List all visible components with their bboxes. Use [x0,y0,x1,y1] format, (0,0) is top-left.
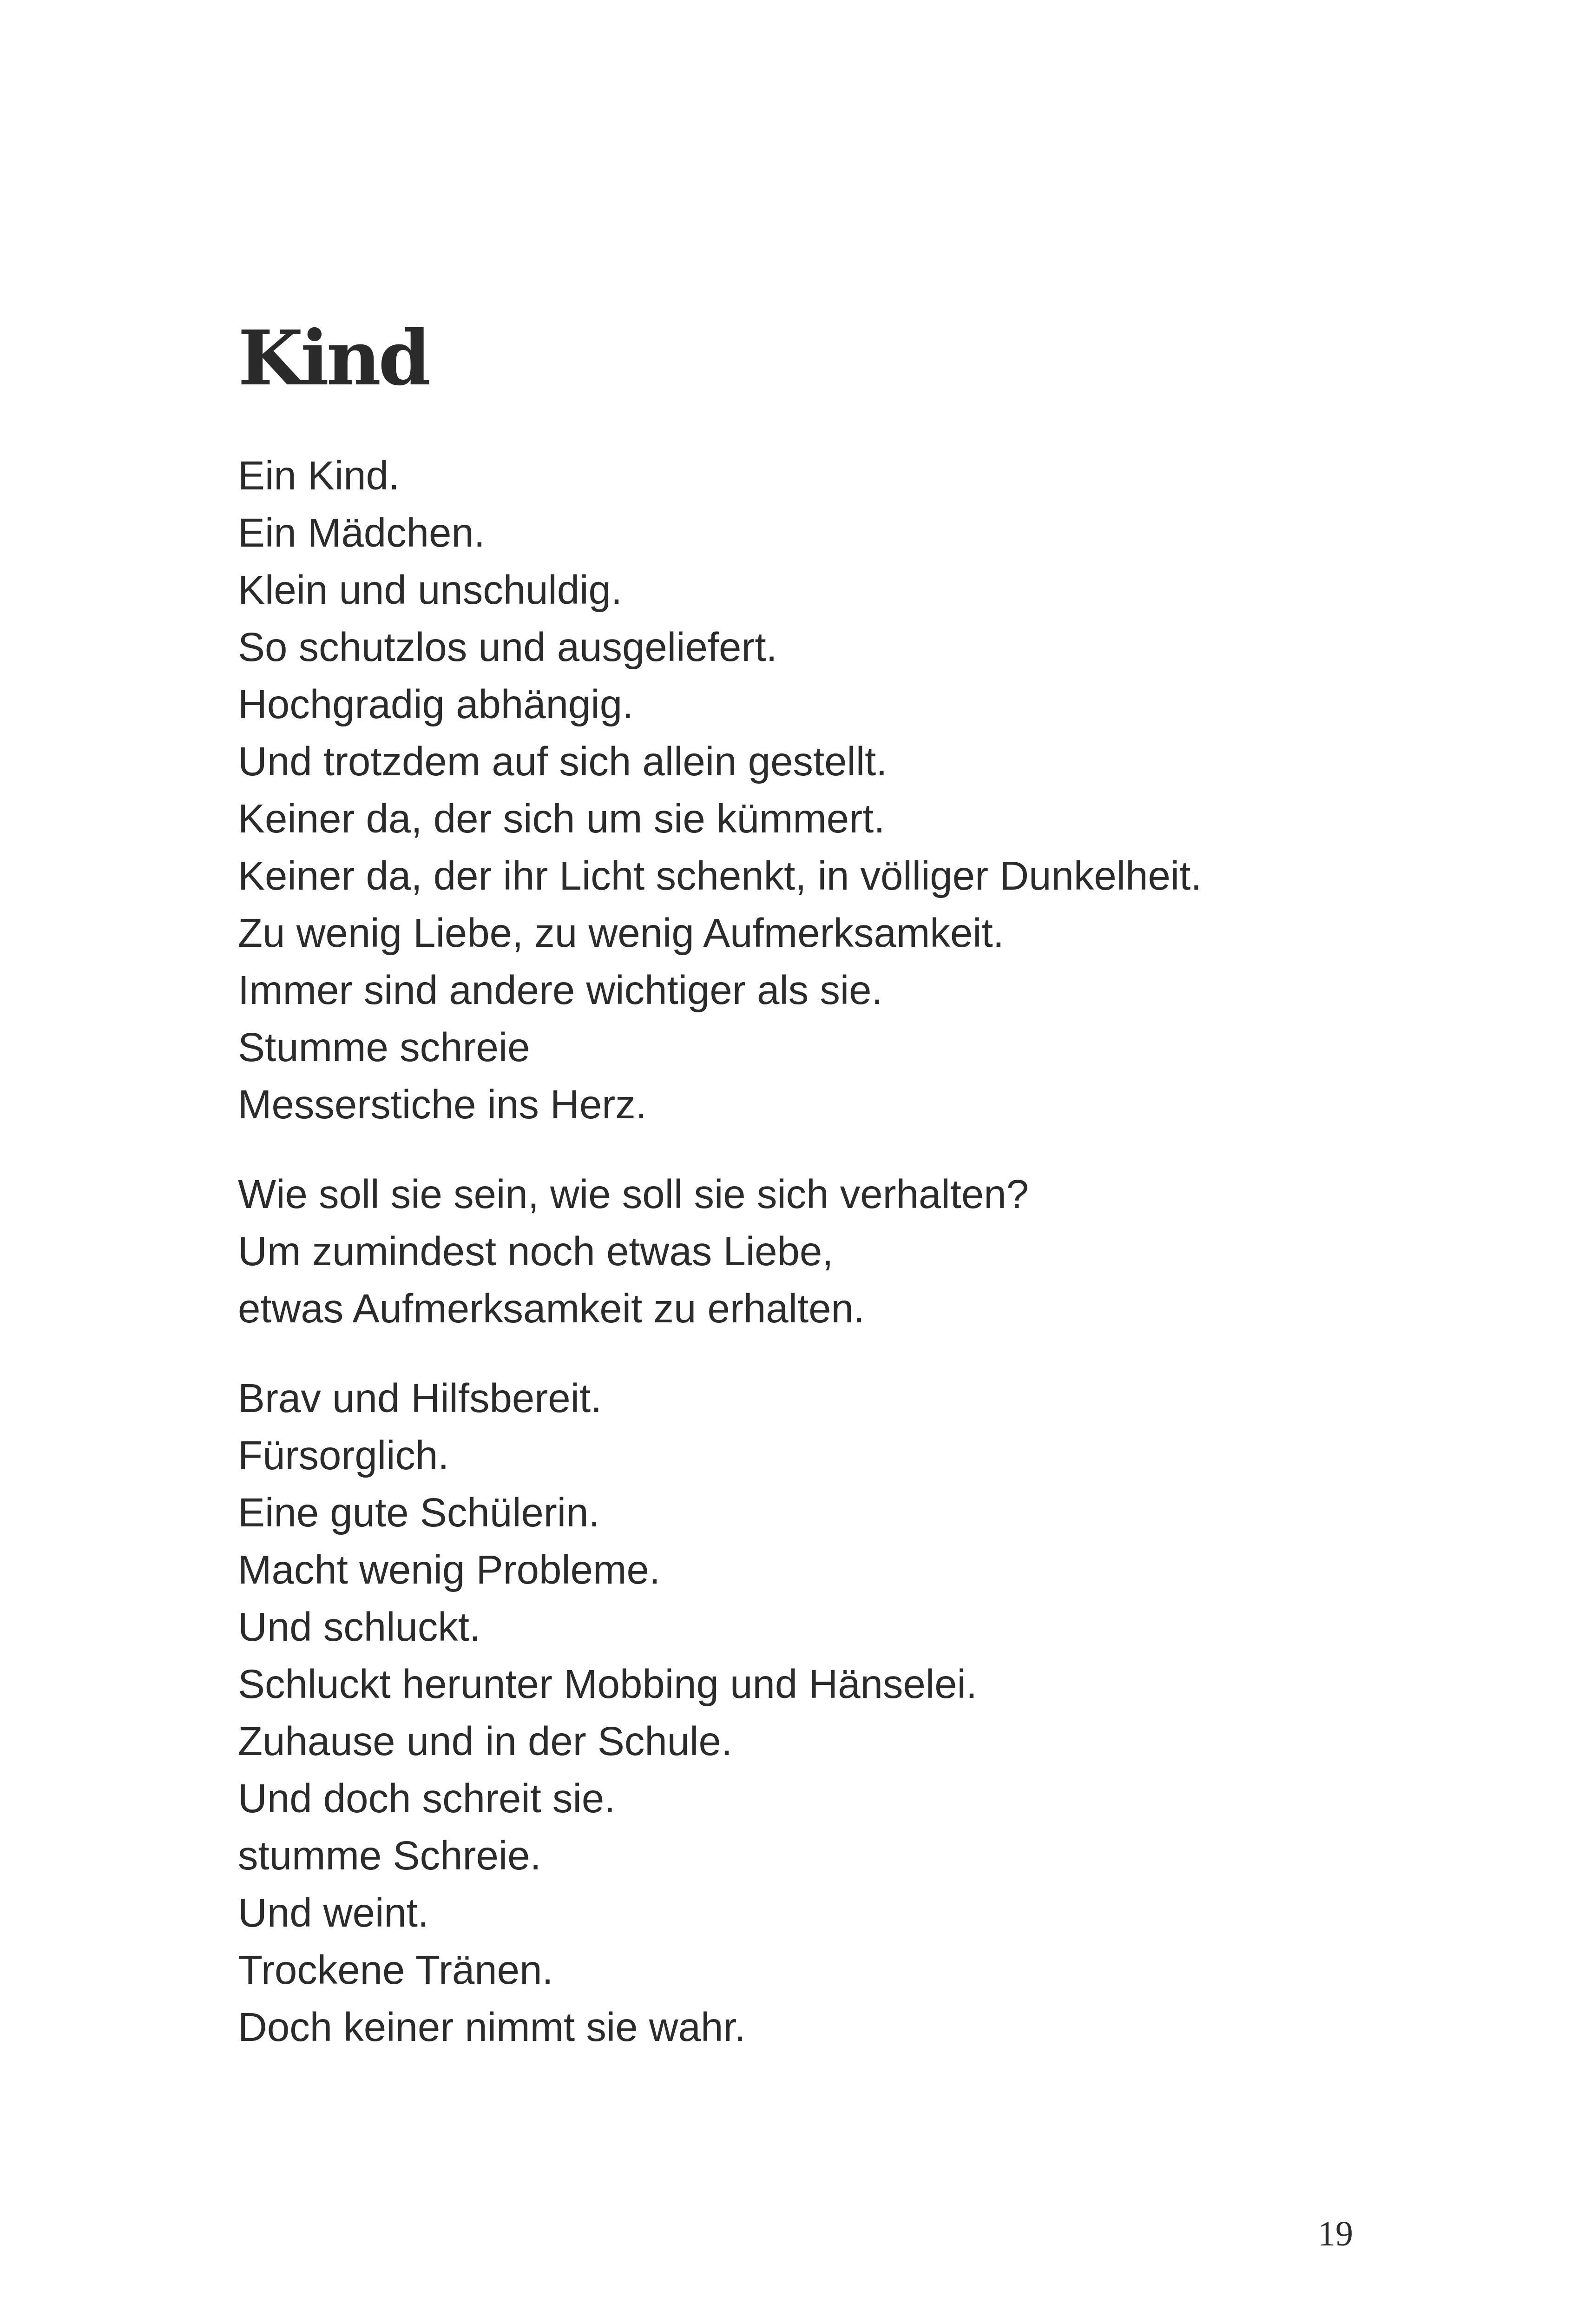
poem-line: Zuhause und in der Schule. [238,1719,733,1764]
poem-line: Um zumindest noch etwas Liebe, [238,1229,834,1274]
poem-line: Und trotzdem auf sich allein gestellt. [238,739,888,784]
poem-line: Zu wenig Liebe, zu wenig Aufmerksamkeit. [238,911,1004,956]
poem-line: Und doch schreit sie. [238,1776,616,1821]
poem-line: stumme Schreie. [238,1833,541,1878]
poem-line: Und schluckt. [238,1604,481,1650]
poem-line: Klein und unschuldig. [238,568,623,613]
poem-line: Ein Kind. [238,453,400,498]
poem-line: Fürsorglich. [238,1433,449,1478]
poem-line: Immer sind andere wichtiger als sie. [238,968,883,1013]
poem-line: So schutzlos und ausgeliefert. [238,625,777,670]
poem-line: Keiner da, der ihr Licht schenkt, in völliger Dunkelheit. [238,853,1202,898]
poem-line: Ein Mädchen. [238,510,485,555]
stanza-3 [238,1370,1400,2056]
poem-line: Schluckt herunter Mobbing und Hänselei. [238,1662,978,1707]
page-number: 19 [1318,2214,1353,2253]
poem-line: Macht wenig Probleme. [238,1547,661,1592]
poem-line: Trockene Tränen. [238,1948,553,1993]
poem-line: Messerstiche ins Herz. [238,1082,647,1127]
stanza-1 [238,447,1400,1133]
poem-title: Kind [238,314,428,403]
poem-line: Eine gute Schülerin. [238,1490,600,1535]
poem-line: Stumme schreie [238,1025,530,1070]
poem-line: Wie soll sie sein, wie soll sie sich verhalten? [238,1172,1029,1217]
poem-line: Und weint. [238,1890,429,1935]
poem-line: etwas Aufmerksamkeit zu erhalten. [238,1286,865,1331]
poem-line: Doch keiner nimmt sie wahr. [238,2005,746,2050]
poem-line: Hochgradig abhängig. [238,682,634,727]
poem-body [238,447,1400,2056]
poem-line: Keiner da, der sich um sie kümmert. [238,796,885,841]
stanza-2 [238,1166,1400,1337]
poem-line: Brav und Hilfsbereit. [238,1376,602,1421]
